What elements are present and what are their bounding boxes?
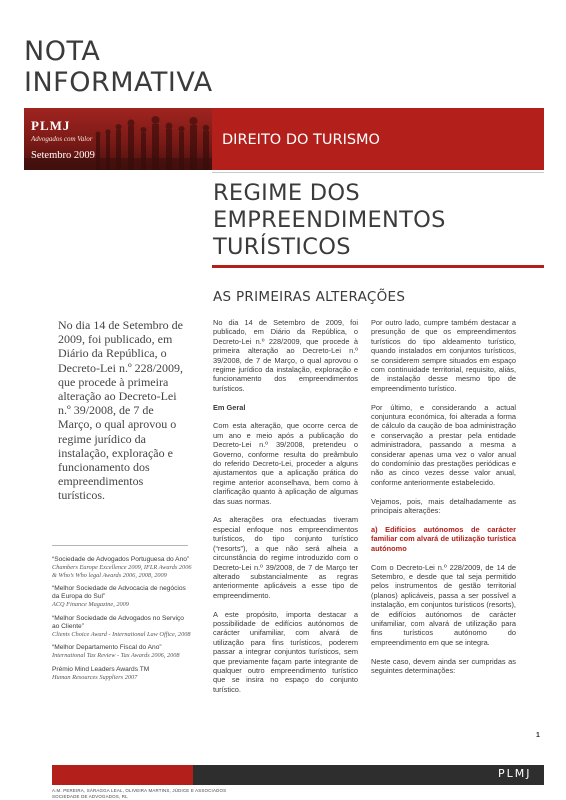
title-underline xyxy=(212,265,544,268)
section-title: DIREITO DO TURISMO xyxy=(222,132,380,148)
paragraph: Por outro lado, cumpre também destacar a presunção de que os empreendimentos turísticos do tipo aldeamento turístico, quando instalados em conjuntos turísticos, se considerem sempre situados em espaço com continuidade territorial, requisito, aliás, de instalação desse mesmo tipo de empreendimento turístico. xyxy=(371,318,516,393)
award-title: Prémio Mind Leaders Awards TM xyxy=(52,665,150,673)
section-heading: Em Geral xyxy=(213,402,246,412)
award-title: “Sociedade de Advogados Portuguesa do Ano” xyxy=(52,556,190,563)
award-item xyxy=(52,644,192,660)
banner-tagline: Advogados com Valor xyxy=(31,135,93,143)
page-title xyxy=(213,180,446,261)
paragraph: A este propósito, importa destacar a possibilidade de edifícios autónomos de carácter unifamiliar, com alvará de utilização para fins turísticos, poderem passar a integrar conjuntos turísticos, sem que previamente façam parte integrante de qualquer outro empreendimento turístico que se insira no espaço do conjunto turístico. xyxy=(213,609,358,694)
title-line-2: EMPREENDIMENTOS xyxy=(213,207,446,233)
masthead xyxy=(24,36,213,98)
award-item xyxy=(52,556,192,579)
award-title: “Melhor Sociedade de Advocacia de negócios da Europa do Sul” xyxy=(52,585,186,601)
award-source: Human Resources Suppliers 2007 xyxy=(52,673,138,681)
award-item xyxy=(52,585,192,609)
body-column-2 xyxy=(371,318,516,685)
award-source: ACQ Finance Magazine, 2009 xyxy=(52,601,129,609)
banner-date: Setembro 2009 xyxy=(31,150,95,161)
awards-divider xyxy=(52,545,188,546)
lead-paragraph: No dia 14 de Setembro de 2009, foi publicado, em Diário da República, o Decreto-Lei n.º 228/2009, que procede à primeira alteração ao Decreto-Lei n.º 39/2008, de 7 de Março, o qual aprovou o regime jurídico da instalação, exploração e funcionamento dos empreendimentos turísticos. xyxy=(58,318,184,503)
footer-dark-bar xyxy=(193,765,544,785)
masthead-line-2: INFORMATIVA xyxy=(24,67,213,98)
section-bar xyxy=(212,108,544,170)
paragraph: Com o Decreto-Lei n.º 228/2009, de 14 de Setembro, e desde que tal seja permitido pelos instrumentos de gestão territorial (planos) aplicáveis, passa a ser possível a instalação, em conjuntos turísticos (resorts), de edifícios autónomos de carácter unifamiliar, com alvará de utilização para fins turísticos autónomo do empreendimento em que se integra. xyxy=(371,562,516,647)
page-number: 1 xyxy=(536,732,540,739)
banner-logo: PLMJ xyxy=(31,118,71,133)
award-source: Clients Choice Award - International Law Office, 2008 xyxy=(52,630,191,638)
footer-note-line-2: SOCIEDADE DE ADVOGADOS, RL xyxy=(52,793,128,799)
footer-logo: PLMJ xyxy=(498,767,532,780)
paragraph: Com esta alteração, que ocorre cerca de um ano e meio após a publicação do Decreto-Lei n.º 39/2008, pretendeu o Governo, conforme resulta do preâmbulo do referido Decreto-Lei, proceder a alguns ajustamentos que a aplicação prática do regime anterior aconselhava, bem como à clarificação quanto à aplicação de algumas das suas normas. xyxy=(213,421,358,506)
section-divider xyxy=(212,172,544,173)
award-source: Chambers Europe Excellence 2009, IFLR Awards 2006 & Who’s Who legal Awards 2006, 2008, 2009 xyxy=(52,564,192,579)
masthead-line-1: NOTA xyxy=(24,36,101,67)
title-line-3: TURÍSTICOS xyxy=(213,234,351,260)
footer-firm-name xyxy=(52,788,226,799)
award-item xyxy=(52,666,192,682)
paragraph: Vejamos, pois, mais detalhadamente as principais alterações: xyxy=(371,496,516,516)
award-source: International Tax Review - Tax Awards 2006, 2008 xyxy=(52,652,180,660)
title-line-1: REGIME DOS xyxy=(213,180,361,206)
body-column-1 xyxy=(213,318,358,704)
paragraph: As alterações ora efectuadas tiveram especial enfoque nos empreendimentos turísticos, do tipo conjunto turístico (“resorts”), a que não será alheia a circunstância do regime introduzido com o Decreto-Lei n.º 39/2008, de 7 de Março ter alterado substancialmente as regras anteriormente aplicáveis a esse tipo de empreendimento. xyxy=(213,515,358,600)
paragraph: Por último, e considerando a actual conjuntura económica, foi alterada a forma de cálculo da caução de boa administração e conservação a prestar pela entidade administradora, passando a mesma a considerar apenas uma vez o valor anual do condomínio das prestações periódicas e não as cinco vezes desse valor anual, conforme anteriormente estabelecido. xyxy=(371,402,516,487)
award-title: “Melhor Sociedade de Advogados no Serviço ao Cliente” xyxy=(52,614,184,630)
award-item xyxy=(52,615,192,639)
footer-note-line-1: A.M. PEREIRA, SÁRAGGA LEAL, OLIVEIRA MARTINS, JÚDICE E ASSOCIADOS xyxy=(52,788,227,793)
header-banner-image xyxy=(24,108,212,170)
subsection-heading: a) Edifícios autónomos de carácter familiar com alvará de utilização turística autónomo xyxy=(371,524,516,553)
footer-red-bar xyxy=(52,765,193,785)
page-subtitle: AS PRIMEIRAS ALTERAÇÕES xyxy=(213,289,406,305)
awards-list xyxy=(52,556,192,688)
paragraph: Neste caso, devem ainda ser cumpridas as seguintes determinações: xyxy=(371,656,516,675)
paragraph: No dia 14 de Setembro de 2009, foi publicado, em Diário da República, o Decreto-Lei n.º 228/2009, que procede à primeira alteração ao Decreto-Lei n.º 39/2008, de 7 de Março, o qual aprovou o regime jurídico da instalação, exploração e funcionamento dos empreendimentos turísticos. xyxy=(213,318,358,393)
award-title: “Melhor Departamento Fiscal do Ano” xyxy=(52,644,162,652)
